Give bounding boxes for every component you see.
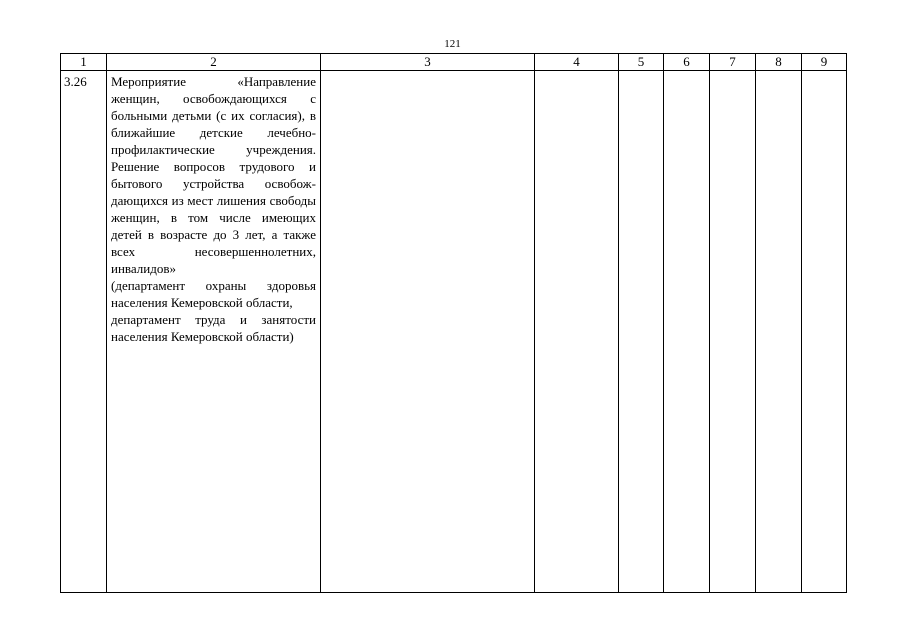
cell-col-7: [710, 71, 756, 593]
responsible-labor-department: департамент труда и занятости населения Кемеровской области): [111, 312, 316, 344]
responsible-health-department: (департамент охраны здоровья населения Кемеровской области,: [111, 278, 316, 310]
measures-table: [60, 53, 847, 593]
column-header-2: 2: [107, 54, 321, 71]
column-header-3: 3: [321, 54, 535, 71]
measure-description: [107, 71, 321, 593]
table-row: [61, 71, 847, 593]
measure-text: Мероприятие «Направление женщин, освобождающихся с больными детьми (с их согласия), в ближайшие детские лечебно-профилактические учреждения. Решение вопросов трудового и бытового устройства освобождающихся из мест лишения свободы женщин, в том числе имеющих детей в возрасте до 3 лет, а также всех несовершеннолетних, инвалидов»: [111, 74, 316, 276]
cell-col-6: [664, 71, 710, 593]
column-header-4: 4: [535, 54, 619, 71]
cell-col-3: [321, 71, 535, 593]
column-header-1: 1: [61, 54, 107, 71]
cell-col-8: [756, 71, 802, 593]
column-header-6: 6: [664, 54, 710, 71]
row-number: 3.26: [61, 71, 107, 593]
cell-col-4: [535, 71, 619, 593]
column-header-5: 5: [619, 54, 664, 71]
page-number: 121: [444, 38, 461, 50]
column-header-8: 8: [756, 54, 802, 71]
header-row: [61, 54, 847, 71]
cell-col-9: [802, 71, 847, 593]
cell-col-5: [619, 71, 664, 593]
column-header-7: 7: [710, 54, 756, 71]
column-header-9: 9: [802, 54, 847, 71]
